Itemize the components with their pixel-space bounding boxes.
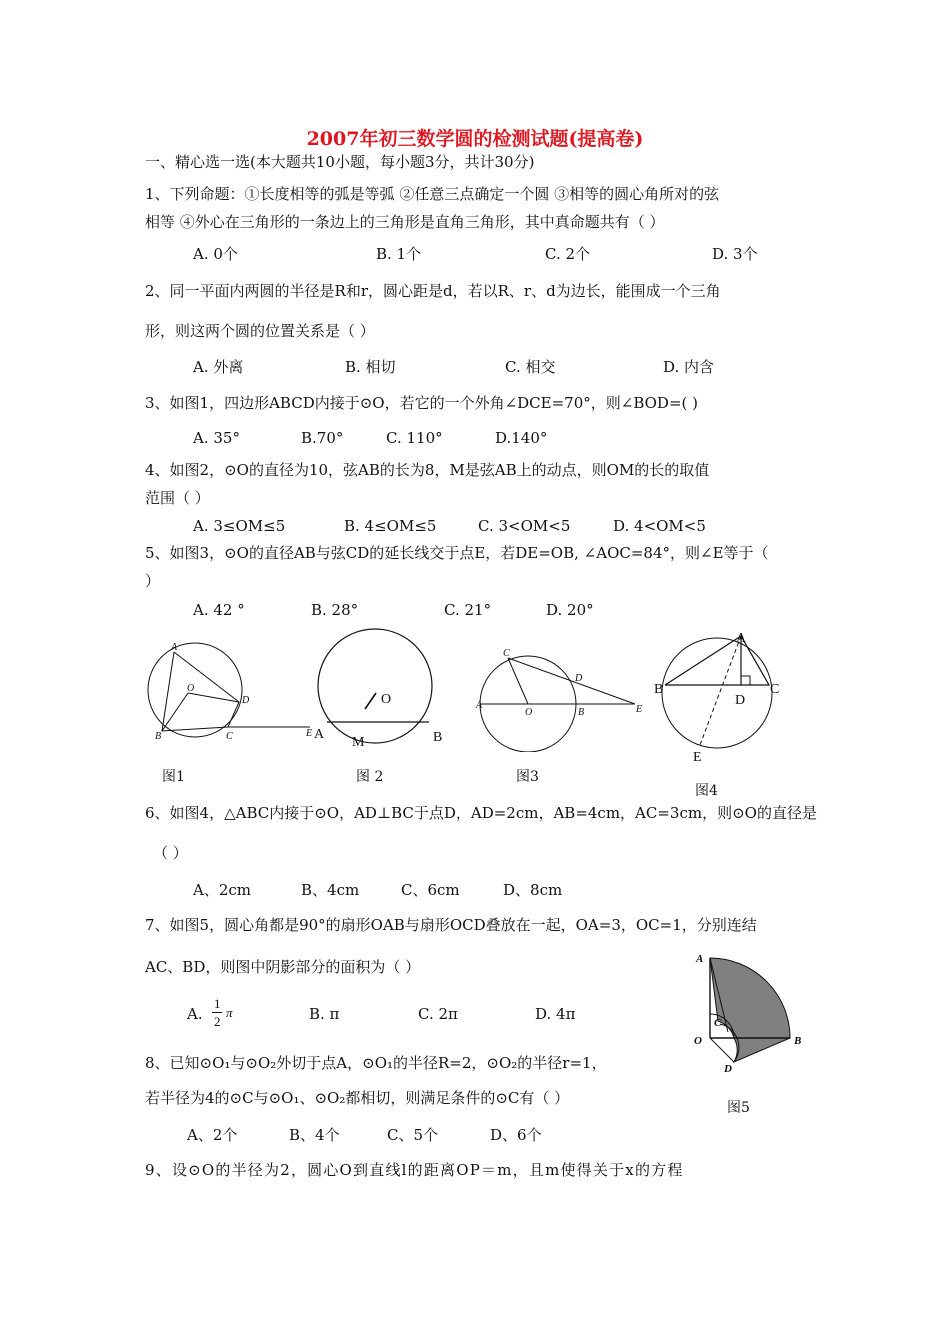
q5-line1: 5、如图3，⊙O的直径AB与弦CD的延长线交于点E，若DE=OB, ∠AOC=84°，则∠E等于（ bbox=[145, 544, 769, 562]
figure-5 bbox=[690, 948, 810, 1080]
fig4-label-c: C bbox=[770, 682, 780, 697]
fig3-label-b: B bbox=[578, 707, 585, 718]
fig3-caption: 图3 bbox=[516, 769, 539, 785]
q7-option-d: D. 4π bbox=[535, 1005, 576, 1023]
q2-option-c: C. 相交 bbox=[505, 358, 556, 376]
q1-option-b: B. 1个 bbox=[376, 245, 422, 263]
fig4-label-b: B bbox=[654, 682, 664, 697]
q6-option-a: A、2cm bbox=[193, 881, 252, 899]
fig2-label-o: O bbox=[381, 692, 392, 707]
q7-fraction-bar bbox=[212, 1012, 222, 1013]
fig5-label-b: B bbox=[794, 1035, 802, 1047]
q7-line2: AC、BD，则图中阴影部分的面积为（ ） bbox=[145, 958, 421, 976]
q2-line1: 2、同一平面内两圆的半径是R和r，圆心距是d，若以R、r、d为边长，能围成一个三角 bbox=[145, 282, 721, 300]
fig2-label-a: A bbox=[314, 727, 325, 742]
fig2-label-m: M bbox=[352, 735, 365, 750]
fig2-label-b: B bbox=[433, 730, 443, 745]
fig3-label-e: E bbox=[636, 704, 643, 715]
q2-option-d: D. 内含 bbox=[663, 358, 715, 376]
fig1-line-od bbox=[188, 693, 239, 702]
q5-option-a: A. 42 ° bbox=[193, 601, 245, 619]
q1-option-c: C. 2个 bbox=[545, 245, 591, 263]
fig1-label-e: E bbox=[306, 728, 313, 739]
fig1-label-b: B bbox=[155, 731, 162, 742]
q2-line2: 形，则这两个圆的位置关系是（ ） bbox=[145, 322, 375, 340]
fig3-label-d: D bbox=[575, 673, 583, 684]
fig4-caption: 图4 bbox=[695, 783, 718, 799]
q3-option-b: B.70° bbox=[301, 429, 344, 447]
fig5-label-a: A bbox=[696, 953, 704, 965]
fig5-label-d: D bbox=[724, 1063, 732, 1075]
q1-option-d: D. 3个 bbox=[712, 245, 758, 263]
q4-option-d: D. 4<OM<5 bbox=[613, 517, 706, 535]
fig1-label-o: O bbox=[187, 683, 195, 694]
fig4-triangle bbox=[665, 636, 769, 685]
fig1-quadrilateral bbox=[162, 652, 239, 731]
q8-option-a: A、2个 bbox=[187, 1126, 238, 1144]
fig3-line-oc bbox=[508, 658, 528, 704]
fig5-shaded-lower bbox=[734, 1038, 790, 1062]
fig3-label-a: A bbox=[476, 700, 483, 711]
q8-option-c: C、5个 bbox=[387, 1126, 439, 1144]
q3-option-a: A. 35° bbox=[193, 429, 240, 447]
q5-option-c: C. 21° bbox=[444, 601, 492, 619]
fig4-label-a: A bbox=[736, 631, 747, 646]
q6-option-b: B、4cm bbox=[301, 881, 360, 899]
q2-option-a: A. 外离 bbox=[193, 358, 244, 376]
fig2-segment-om bbox=[365, 693, 376, 709]
fig5-label-o: O bbox=[694, 1035, 702, 1047]
q2-option-b: B. 相切 bbox=[345, 358, 396, 376]
fig1-label-d: D bbox=[242, 695, 250, 706]
fig5-shaded-region bbox=[710, 958, 790, 1038]
fig1-circle bbox=[148, 643, 242, 737]
q8-line2: 若半径为4的⊙C与⊙O₁、⊙O₂都相切，则满足条件的⊙C有（ ） bbox=[145, 1089, 570, 1107]
q1-option-a: A. 0个 bbox=[193, 245, 238, 263]
fig5-label-c: C bbox=[714, 1017, 722, 1029]
q4-line2: 范围（ ） bbox=[145, 489, 210, 507]
fig3-line-ce bbox=[508, 658, 635, 704]
q8-option-d: D、6个 bbox=[490, 1126, 542, 1144]
q5-option-d: D. 20° bbox=[546, 601, 594, 619]
fig3-label-o: O bbox=[525, 707, 533, 718]
fig1-caption: 图1 bbox=[162, 769, 185, 785]
q6-option-d: D、8cm bbox=[503, 881, 563, 899]
q6-line2: （ ） bbox=[153, 844, 188, 862]
q4-line1: 4、如图2，⊙O的直径为10，弦AB的长为8，M是弦AB上的动点，则OM的长的取值 bbox=[145, 461, 710, 479]
q4-option-a: A. 3≤OM≤5 bbox=[193, 517, 286, 535]
q8-option-b: B、4个 bbox=[289, 1126, 340, 1144]
figure-1 bbox=[140, 635, 330, 755]
q8-line1: 8、已知⊙O₁与⊙O₂外切于点A，⊙O₁的半径R=2，⊙O₂的半径r=1， bbox=[145, 1054, 607, 1072]
q1-line1: 1、下列命题：①长度相等的弧是等弧 ②任意三点确定一个圆 ③相等的圆心角所对的弦 bbox=[145, 185, 720, 203]
fig4-label-e: E bbox=[693, 750, 702, 765]
fig4-circle bbox=[662, 638, 772, 748]
fig2-caption: 图 2 bbox=[356, 769, 384, 785]
q7-option-a-label: A. bbox=[187, 1005, 203, 1023]
q6-line1: 6、如图4，△ABC内接于⊙O，AD⊥BC于点D，AD=2cm，AB=4cm，AC=3cm，则⊙O的直径是 bbox=[145, 804, 817, 822]
fig1-line-ob bbox=[162, 693, 188, 731]
fig5-caption: 图5 bbox=[727, 1100, 750, 1116]
q9-line1: 9、设⊙O的半径为2，圆心O到直线l的距离OP＝m，且m使得关于x的方程 bbox=[145, 1161, 684, 1179]
q1-line2: 相等 ④外心在三角形的一条边上的三角形是直角三角形，其中真命题共有（ ） bbox=[145, 213, 665, 231]
figure-4 bbox=[650, 625, 790, 770]
fig4-label-d: D bbox=[735, 693, 746, 708]
q7-option-b: B. π bbox=[309, 1005, 340, 1023]
fig3-label-c: C bbox=[503, 648, 510, 659]
fig1-label-c: C bbox=[226, 731, 233, 742]
q3-option-c: C. 110° bbox=[386, 429, 443, 447]
fig2-circle bbox=[318, 629, 432, 743]
section-heading: 一、精心选一选(本大题共10小题，每小题3分，共计30分) bbox=[145, 153, 535, 171]
q3-line1: 3、如图1，四边形ABCD内接于⊙O，若它的一个外角∠DCE=70°，则∠BOD=( ) bbox=[145, 394, 699, 412]
q7-line1: 7、如图5，圆心角都是90°的扇形OAB与扇形OCD叠放在一起，OA=3，OC=1，分别连结 bbox=[145, 916, 757, 934]
figure-3 bbox=[472, 640, 652, 752]
q7-option-c: C. 2π bbox=[418, 1005, 458, 1023]
q3-option-d: D.140° bbox=[495, 429, 548, 447]
q5-option-b: B. 28° bbox=[311, 601, 359, 619]
q4-option-c: C. 3<OM<5 bbox=[478, 517, 571, 535]
fig5-line-od bbox=[710, 1038, 734, 1062]
q6-option-c: C、6cm bbox=[401, 881, 460, 899]
q5-line2: ） bbox=[145, 572, 161, 590]
figure-2 bbox=[305, 625, 465, 755]
q4-option-b: B. 4≤OM≤5 bbox=[344, 517, 437, 535]
q7-option-a-denominator: 2 bbox=[214, 1014, 221, 1029]
q7-option-a-numerator: 1 bbox=[214, 996, 221, 1011]
page-title: 2007年初三数学圆的检测试题(提高卷) bbox=[306, 128, 644, 150]
fig1-label-a: A bbox=[171, 642, 178, 653]
fig4-right-angle-mark bbox=[741, 676, 750, 685]
fig4-dashed-ae bbox=[700, 636, 741, 745]
q7-option-a-pi: π bbox=[226, 1005, 233, 1020]
